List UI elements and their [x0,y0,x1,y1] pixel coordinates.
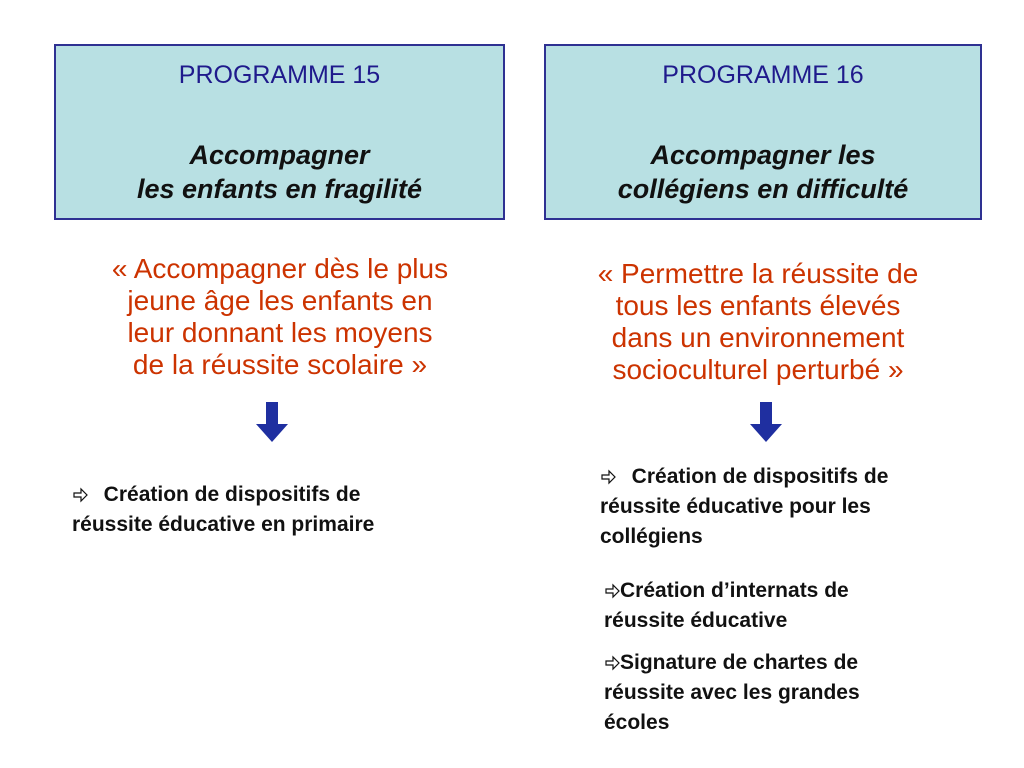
bullet-line: réussite éducative [604,609,788,632]
programme-16-subtitle [546,138,980,206]
bullet-line [72,480,492,510]
bullet-text: Création d’internats de [620,579,849,602]
quote-line: jeune âge les enfants en [127,285,433,316]
outline-arrow-icon [604,655,620,671]
programme-15-title: PROGRAMME 15 [178,61,381,89]
programme-15-box [54,44,505,220]
down-arrow-icon [746,400,786,444]
bullet-line: réussite éducative pour les [600,495,871,518]
down-arrow-icon [252,400,292,444]
bullet-line: écoles [604,711,670,734]
subtitle-line: les enfants en fragilité [136,174,423,204]
outline-arrow-icon [72,487,88,503]
quote-line: de la réussite scolaire » [132,349,428,380]
programme-15-quote [60,253,500,381]
programme-16-bullet [604,576,1004,636]
programme-16-box [544,44,982,220]
bullet-text: Création de dispositifs de [631,465,889,488]
subtitle-line: Accompagner les [650,140,876,170]
bullet-line [604,648,1004,678]
bullet-line [600,462,1000,492]
outline-arrow-icon [604,583,620,599]
subtitle-line: Accompagner [189,140,370,170]
programme-16-bullet [604,648,1004,738]
bullet-line [604,576,1004,606]
programme-16-title: PROGRAMME 16 [662,61,864,89]
bullet-line: réussite avec les grandes [604,681,860,704]
programme-16-bullet [600,462,1000,552]
subtitle-line: collégiens en difficulté [617,174,909,204]
quote-line: tous les enfants élevés [615,290,901,321]
programme-16-quote [548,258,968,386]
quote-line: « Permettre la réussite de [597,258,919,289]
quote-line: dans un environnement [611,322,905,353]
bullet-text: Création de dispositifs de [103,483,361,506]
quote-line: « Accompagner dès le plus [111,253,449,284]
programme-15-bullet [72,480,492,540]
quote-line: leur donnant les moyens [127,317,433,348]
quote-line: socioculturel perturbé » [612,354,904,385]
outline-arrow-icon [600,469,616,485]
bullet-text: Signature de chartes de [620,651,859,674]
programme-15-subtitle [56,138,503,206]
bullet-line: collégiens [600,525,703,548]
bullet-line: réussite éducative en primaire [72,513,375,536]
